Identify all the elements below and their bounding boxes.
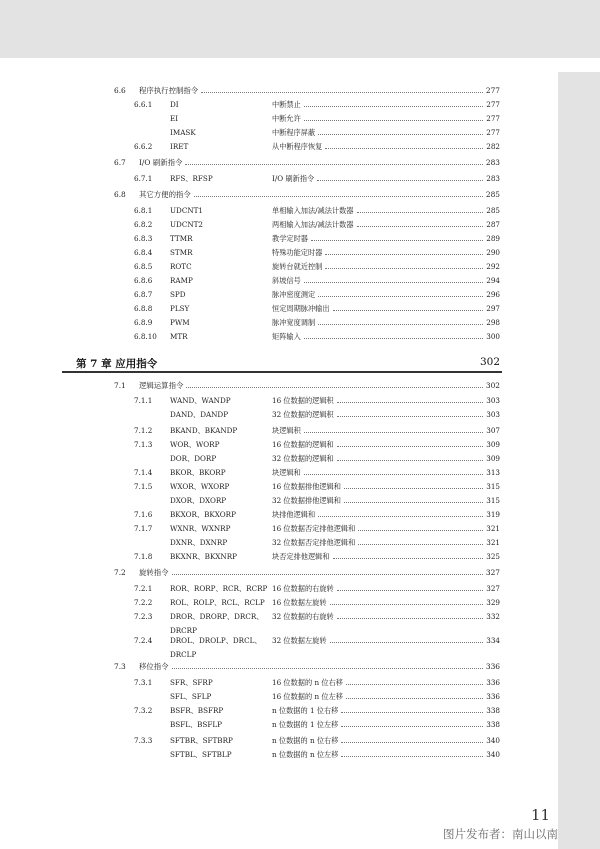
entry-page: 297 [486,304,500,313]
dot-leader [333,558,483,559]
entry-title: SFR、SFRP [170,678,213,687]
dot-leader [201,92,483,93]
entry-description: 32 位数据排他逻辑和 [272,496,341,505]
dot-leader [318,324,483,325]
entry-description: 16 位数据的 n 位右移 [272,678,343,687]
dot-leader [304,282,483,283]
entry-number: 7.1.3 [134,440,153,449]
entry-title: ROR、RORP、RCR、RCRP [170,584,268,593]
entry-description: 16 位数据的逻辑和 [272,440,334,449]
entry-description: n 位数据的 1 位右移 [272,706,339,715]
entry-description: 块逻辑积 [272,426,301,435]
dot-leader [344,488,483,489]
entry-title: DOR、DORP [170,454,217,463]
entry-description: 块排他逻辑和 [272,510,316,519]
entry-number: 7.1.2 [134,426,153,435]
entry-number: 6.8.3 [134,234,153,243]
entry-page: 277 [486,100,500,109]
entry-description: 两相输入加法/减法计数器 [272,220,354,229]
entry-title: ROTC [170,262,192,271]
entry-description: 脉冲密度测定 [272,290,316,299]
entry-number: 6.8.9 [134,318,153,327]
entry-page: 285 [485,190,500,199]
dot-leader [304,474,483,475]
entry-number: 7.1.1 [134,396,153,405]
entry-description: 16 位数据排他逻辑和 [272,482,341,491]
entry-number: 6.6.2 [134,142,153,151]
entry-title: BSFR、BSFRP [170,706,224,715]
dot-leader [344,502,483,503]
entry-title: WOR、WORP [170,440,220,449]
entry-description: 块否定排他逻辑和 [272,552,330,561]
entry-description: I/O 刷新指令 [272,174,315,183]
dot-leader [358,544,483,545]
entry-number: 7.2.4 [134,636,153,645]
entry-page: 338 [486,706,500,715]
dot-leader [304,432,483,433]
entry-title: UDCNT1 [170,206,203,215]
entry-page: 338 [486,720,500,729]
image-credit: 图片发布者：南山以南 [443,827,558,841]
entry-title: IMASK [170,128,196,137]
entry-number: 6.7 [114,158,126,167]
dot-leader [357,226,483,227]
entry-page: 321 [486,524,500,533]
entry-number: 6.8.4 [134,248,153,257]
entry-page: 340 [486,736,500,745]
dot-leader [317,180,483,181]
entry-description: 特殊功能定时器 [272,248,323,257]
page-number: 11 [531,806,551,824]
entry-page: 315 [486,496,500,505]
entry-number: 6.8.6 [134,276,153,285]
entry-title: SFL、SFLP [170,692,212,701]
dot-leader [341,742,483,743]
entry-title: PLSY [170,304,190,313]
entry-title: RFS、RFSP [170,174,213,183]
dot-leader [318,296,483,297]
entry-page: 283 [485,158,500,167]
entry-page: 292 [486,262,500,271]
entry-description: 32 位数据否定排他逻辑和 [272,538,356,547]
entry-number: 7.1 [114,381,126,390]
entry-number: 6.8.8 [134,304,153,313]
entry-title: WAND、WANDP [170,396,231,405]
entry-page: 340 [486,750,500,759]
entry-description: 16 位数据左旋转 [272,598,327,607]
dot-leader [172,668,483,669]
entry-number: 7.3.2 [134,706,153,715]
dot-leader [318,134,483,135]
entry-title: ROL、ROLP、RCL、RCLP [170,598,265,607]
dot-leader [357,212,483,213]
dot-leader [337,416,483,417]
entry-title: 程序执行控制指令 [139,86,199,95]
entry-number: 6.8.1 [134,206,153,215]
entry-title: 逻辑运算指令 [139,381,184,390]
entry-title: 移位指令 [139,662,169,671]
dot-leader [333,310,483,311]
entry-description: n 位数据的 n 位右移 [272,736,339,745]
entry-number: 7.3.1 [134,678,153,687]
entry-page: 336 [486,678,500,687]
entry-page: 325 [486,552,500,561]
entry-title: PWM [170,318,190,327]
chapter-rule [62,371,502,373]
entry-description: 中断禁止 [272,100,301,109]
entry-number: 7.2.3 [134,612,153,621]
entry-number: 7.3.3 [134,736,153,745]
dot-leader [330,642,483,643]
entry-title: DXOR、DXORP [170,496,227,505]
entry-page: 285 [486,206,500,215]
entry-page: 277 [485,86,500,95]
entry-page: 329 [486,598,500,607]
dot-leader [194,196,483,197]
dot-leader [346,684,483,685]
entry-description: 恒定周期脉冲输出 [272,304,330,313]
entry-page: 336 [486,692,500,701]
dot-leader [341,726,483,727]
entry-title: DXNR、DXNRP [170,538,228,547]
dot-leader [325,268,483,269]
entry-title: BSFL、BSFLP [170,720,222,729]
entry-page: 334 [486,636,500,645]
dot-leader [341,756,483,757]
entry-number: 6.6.1 [134,100,153,109]
entry-page: 289 [486,234,500,243]
entry-title: DI [170,100,179,109]
entry-title: TTMR [170,234,193,243]
entry-number: 7.2.2 [134,598,153,607]
entry-description: 斜坡信号 [272,276,301,285]
entry-title: WXNR、WXNRP [170,524,231,533]
entry-title: 其它方便的指令 [139,190,191,199]
entry-description: 脉冲宽度调制 [272,318,316,327]
chapter-heading[interactable] [62,356,502,370]
dot-leader [172,574,483,575]
entry-page: 303 [486,396,500,405]
entry-page: 287 [486,220,500,229]
dot-leader [311,240,483,241]
entry-title: DRCLP [170,650,197,659]
entry-page: 319 [486,510,500,519]
dot-leader [337,618,483,619]
entry-page: 315 [486,482,500,491]
entry-description: 中断允许 [272,114,301,123]
entry-title: WXOR、WXORP [170,482,230,491]
entry-page: 321 [486,538,500,547]
entry-title: BKXOR、BKXORP [170,510,236,519]
entry-page: 298 [486,318,500,327]
entry-number: 6.8 [114,190,126,199]
entry-title: SFTBL、SFTBLP [170,750,232,759]
entry-page: 277 [486,114,500,123]
entry-title: DRCRP [170,626,197,635]
entry-description: 矩阵输入 [272,332,301,341]
entry-title: DROR、DRORP、DRCR、 [170,612,264,621]
dot-leader [304,120,483,121]
entry-number: 7.3 [114,662,126,671]
entry-number: 6.8.5 [134,262,153,271]
entry-description: 32 位数据的逻辑积 [272,410,334,419]
entry-page: 309 [486,440,500,449]
entry-page: 332 [486,612,500,621]
entry-title: BKAND、BKANDP [170,426,238,435]
entry-page: 309 [486,454,500,463]
chapter-title: 第 7 章 应用指令 [76,358,158,370]
entry-number: 6.8.2 [134,220,153,229]
entry-description: 从中断程序恢复 [272,142,323,151]
entry-page: 303 [486,410,500,419]
entry-description: 16 位数据的 n 位左移 [272,692,343,701]
entry-number: 7.1.7 [134,524,153,533]
entry-number: 6.7.1 [134,174,153,183]
entry-page: 336 [485,662,500,671]
entry-description: 16 位数据的右旋转 [272,584,334,593]
entry-title: STMR [170,248,193,257]
dot-leader [337,590,483,591]
entry-page: 307 [486,426,500,435]
entry-description: 16 位数据的逻辑积 [272,396,334,405]
entry-title: SPD [170,290,186,299]
dot-leader [337,460,483,461]
entry-page: 277 [486,128,500,137]
entry-description: 教学定时器 [272,234,308,243]
entry-title: I/O 刷新指令 [139,158,183,167]
entry-title: RAMP [170,276,193,285]
dot-leader [325,254,483,255]
entry-page: 327 [486,584,500,593]
dot-leader [330,604,483,605]
entry-number: 6.8.7 [134,290,153,299]
entry-description: n 位数据的 n 位左移 [272,750,339,759]
dot-leader [325,148,483,149]
entry-page: 313 [486,468,500,477]
entry-number: 6.6 [114,86,126,95]
entry-description: 32 位数据左旋转 [272,636,327,645]
entry-description: 16 位数据否定排他逻辑和 [272,524,356,533]
entry-title: IRET [170,142,189,151]
entry-title: DAND、DANDP [170,410,229,419]
entry-description: 32 位数据的右旋转 [272,612,334,621]
dot-leader [337,446,483,447]
entry-number: 7.1.5 [134,482,153,491]
entry-title: BKXNR、BKXNRP [170,552,237,561]
entry-title: MTR [170,332,188,341]
chapter-page: 302 [479,356,500,368]
entry-title: 旋转指令 [139,568,169,577]
dot-leader [337,402,483,403]
dot-leader [341,712,483,713]
dot-leader [346,698,483,699]
entry-page: 327 [485,568,500,577]
entry-description: 单相输入加法/减法计数器 [272,206,354,215]
entry-title: EI [170,114,179,123]
entry-description: 中断程序屏蔽 [272,128,316,137]
entry-description: n 位数据的 1 位左移 [272,720,339,729]
entry-title: SFTBR、SFTBRP [170,736,233,745]
dot-leader [318,516,483,517]
entry-page: 294 [486,276,500,285]
entry-page: 296 [486,290,500,299]
entry-description: 旋转台就近控制 [272,262,323,271]
dot-leader [304,106,483,107]
entry-description: 块逻辑和 [272,468,301,477]
entry-title: DROL、DROLP、DRCL、 [170,636,262,645]
entry-page: 290 [486,248,500,257]
dot-leader [185,164,483,165]
entry-page: 282 [486,142,500,151]
entry-description: 32 位数据的逻辑和 [272,454,334,463]
entry-number: 6.8.10 [134,332,157,341]
entry-number: 7.1.4 [134,468,153,477]
entry-number: 7.1.8 [134,552,153,561]
dot-leader [358,530,483,531]
entry-number: 7.2.1 [134,584,153,593]
entry-page: 302 [485,381,500,390]
dot-leader [186,387,483,388]
entry-page: 283 [486,174,500,183]
dot-leader [304,338,483,339]
entry-title: BKOR、BKORP [170,468,226,477]
entry-number: 7.2 [114,568,126,577]
entry-title: UDCNT2 [170,220,203,229]
entry-number: 7.1.6 [134,510,153,519]
entry-page: 300 [486,332,500,341]
